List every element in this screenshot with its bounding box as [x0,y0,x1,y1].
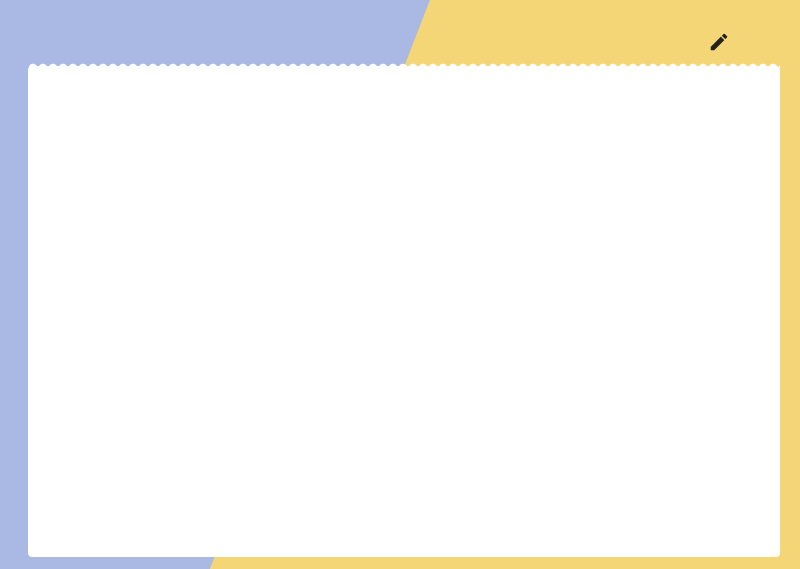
checklist-sheet [28,66,780,557]
pencil-icon [708,31,730,53]
